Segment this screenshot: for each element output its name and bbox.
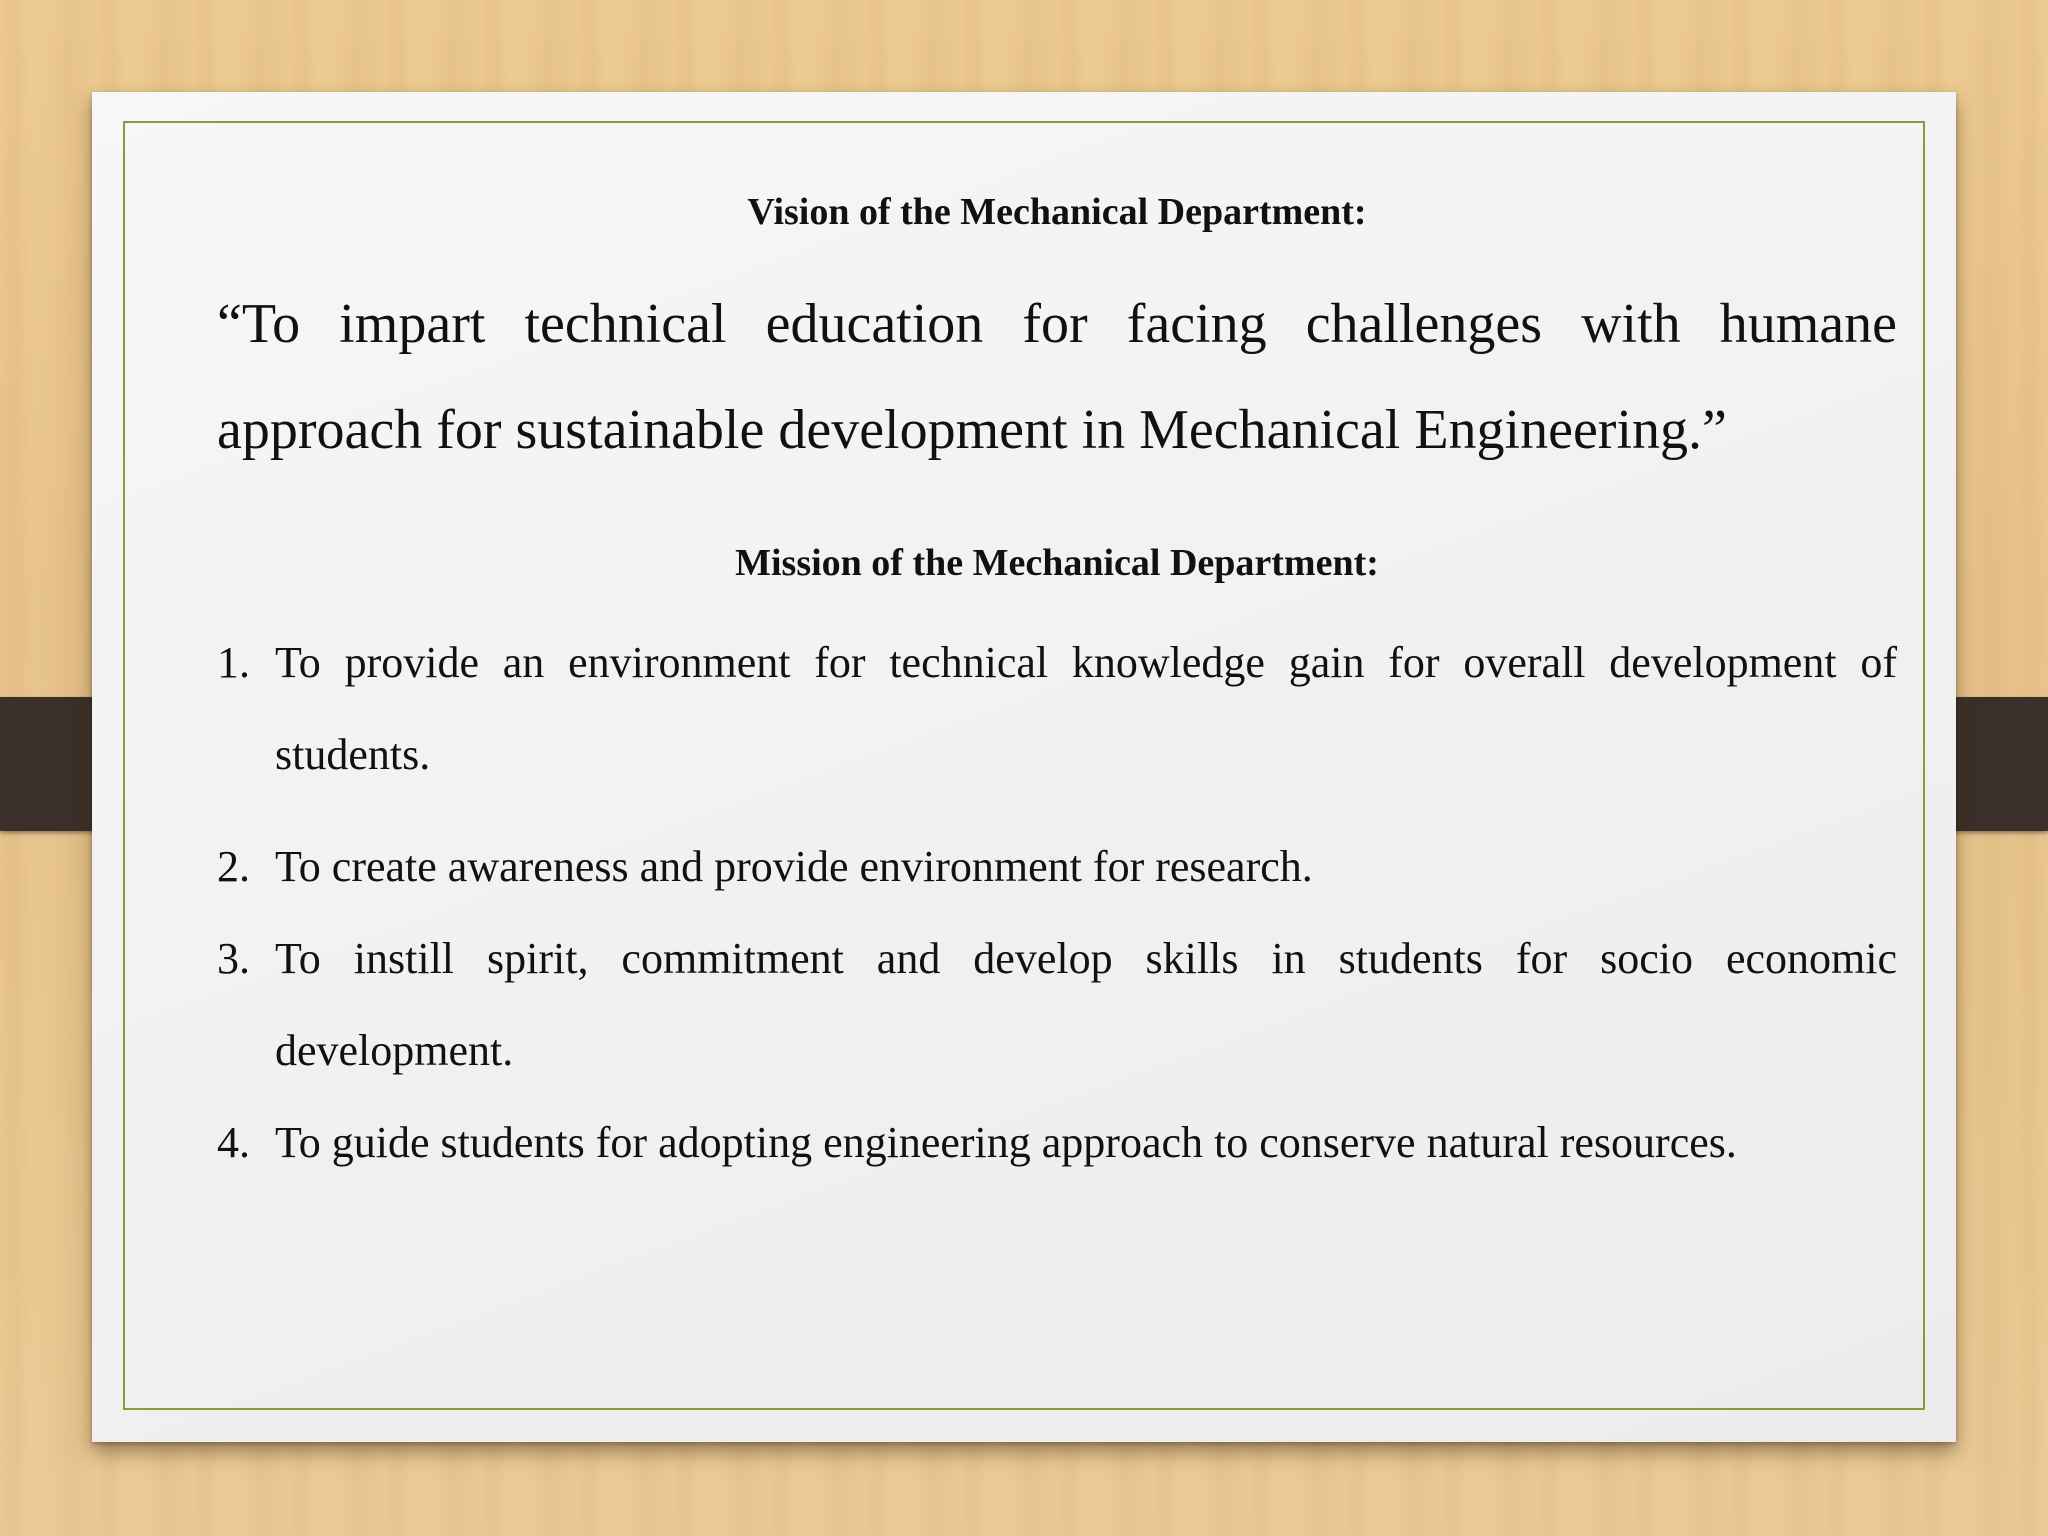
slide-card xyxy=(92,92,1956,1442)
mission-item-2 xyxy=(217,821,1897,913)
mission-item-number: 2. xyxy=(217,842,250,891)
mission-item-3 xyxy=(217,913,1897,1097)
mission-item-4 xyxy=(217,1097,1897,1189)
mission-item-number: 3. xyxy=(217,934,250,983)
mission-item-text: To instill spirit, commitment and develop skills in students for socio economic development. xyxy=(275,934,1897,1075)
mission-item-text: To provide an environment for technical knowledge gain for overall development of students. xyxy=(275,638,1897,779)
mission-heading: Mission of the Mechanical Department: xyxy=(735,542,1379,584)
slide-frame-border xyxy=(123,121,1925,1410)
mission-item-1 xyxy=(217,617,1897,801)
mission-item-number: 4. xyxy=(217,1118,250,1167)
mission-item-text: To create awareness and provide environment for research. xyxy=(275,842,1313,891)
vision-statement: “To impart technical education for facing challenges with humane approach for sustainable development in Mechanical Engineering.” xyxy=(217,293,1897,461)
mission-item-text: To guide students for adopting engineering approach to conserve natural resources. xyxy=(275,1118,1737,1167)
mission-item-number: 1. xyxy=(217,638,250,687)
vision-heading: Vision of the Mechanical Department: xyxy=(747,191,1367,233)
